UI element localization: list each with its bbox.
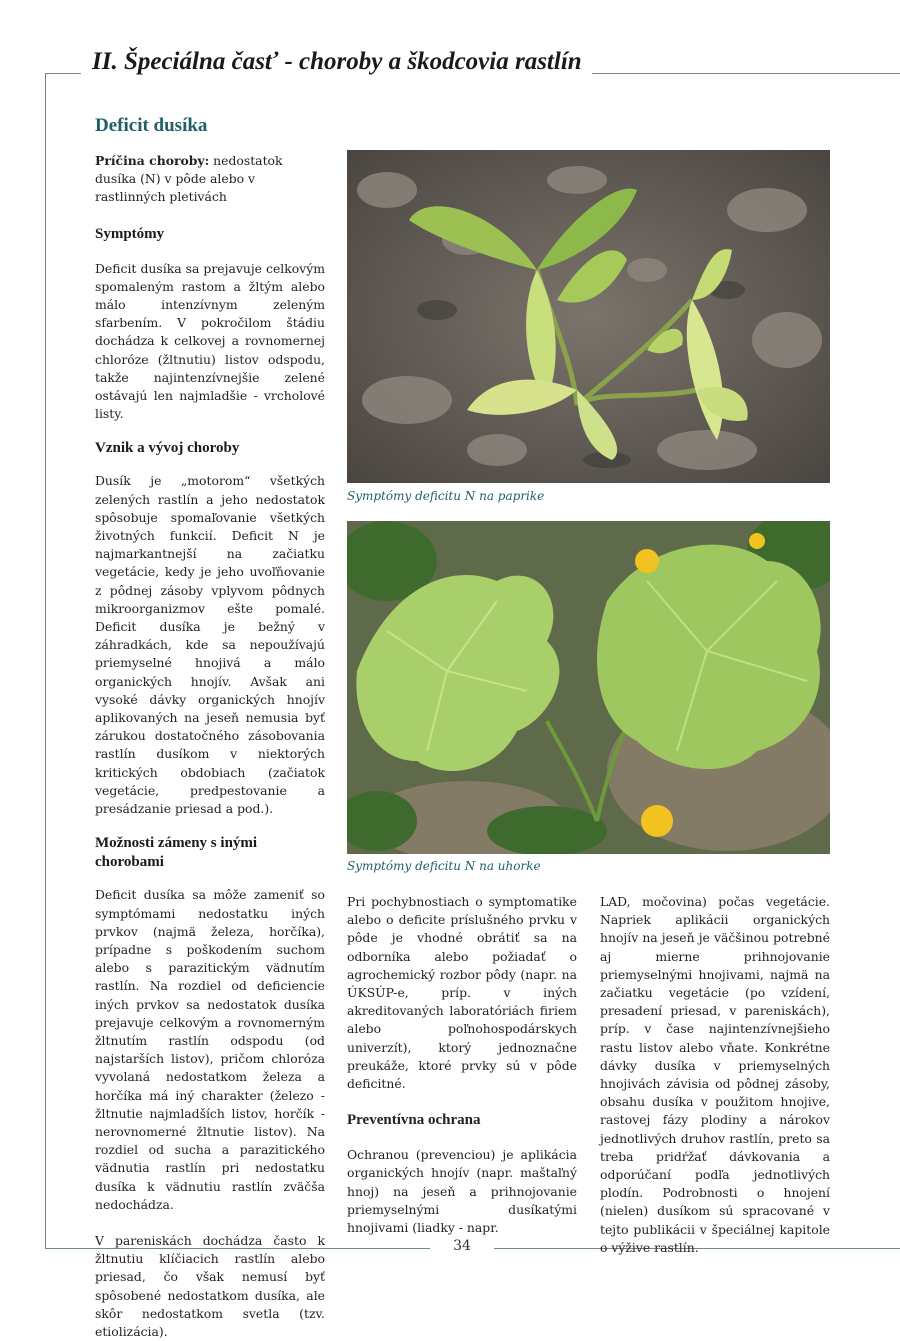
confusion-heading: Možnosti zámeny s inými chorobami (95, 835, 258, 871)
prevention-text: Ochranou (prevenciou) je aplikácia organických hnojív (napr. maštaľný hnoj) na jeseň a prihnojovanie priemyselnými dusíkatými hnojivami (liadky - napr. (347, 1147, 577, 1236)
prevention-heading: Preventívna ochrana (347, 1112, 481, 1129)
col2-paragraph: Pri pochybnostiach o symptomatike alebo o deficite príslušného prvku v pôde je vhodné obrátiť sa na odborníka alebo požiadať o agrochemický rozbor pôdy (napr. na ÚKSÚP-e, príp. v iných akreditovaných laboratóriách firiem alebo poľnohospodárskych univerzít), ktorý jednoznačne preukáže, ktoré prvky sú v pôde deficitné. (347, 894, 577, 1092)
development-heading: Vznik a vývoj choroby (95, 440, 240, 457)
cucumber-photo (347, 521, 830, 854)
frame-left-border (45, 73, 46, 1249)
chapter-title: II. Špeciálna časť - choroby a škodcovia rastlín (92, 48, 582, 75)
symptoms-heading: Symptómy (95, 225, 165, 242)
page-number: 34 (453, 1238, 471, 1254)
cause-paragraph (95, 152, 325, 207)
cause-text: nedostatok dusíka (N) v pôde alebo v rastlinných pletivách (95, 153, 283, 205)
cause-label: Príčina choroby: (95, 153, 210, 168)
confusion-text-2: V pareniskách dochádza často k žltnutiu klíčiacich rastlín alebo priesad, čo však nemusí byť spôsobené nedostatkom dusíka, ale skôr nedostatkom svetla (tzv. etiolizácia). (95, 1232, 325, 1339)
pepper-photo (347, 150, 830, 483)
column-3 (600, 893, 830, 1257)
frame-top-right-rule (592, 73, 900, 74)
frame-top-left-rule (45, 73, 81, 74)
section-title: Deficit dusíka (95, 115, 208, 136)
symptoms-text: Deficit dusíka sa prejavuje celkovým spomaleným rastom a žltým alebo málo intenzívnym zeleným sfarbením. V pokročilom štádiu dochádza k celkovej a rovnomernej chloróze (žltnutiu) listov odspodu, takže najintenzívnejšie zelené ostávajú len najmladšie - vrcholové listy. (95, 260, 325, 422)
col3-paragraph: LAD, močovina) počas vegetácie. Napriek aplikácii organických hnojív na jeseň je väčšinou potrebné aj mierne prihnojovanie priemyselnými hnojivami, najmä na začiatku vegetácie (po vzídení, presadení priesad, v pareniskách), príp. v čase najintenzívnejšieho rastu listov alebo vňate. Konkrétne dávky dusíka v priemyselných hnojivách závisia od pôdnej zásoby, obsahu dusíka v použitom hnojive, rastovej fázy plodiny a nárokov jednotlivých druhov rastlín, preto sa treba pridŕžať dávkovania a odporúčaní podľa jednotlivých plodín. Podrobnosti o hnojení (nielen) dusíkom sú spracované v tejto publikácii v špeciálnej kapitole o výžive rastlín. (600, 894, 830, 1255)
column-2 (347, 893, 577, 1237)
confusion-text-1: Deficit dusíka sa môže zameniť so symptómami nedostatku iných prvkov (najmä železa, horčíka), prípadne s poškodením suchom alebo s parazitickým vädnutím rastlín. Na rozdiel od deficiencie iných prvkov sa nedostatok dusíka prejavuje celkovým a rovnomerným žltnutím rastlín odspodu (od najstarších listov), pričom chloróza vyvolaná nedostatkom železa a horčíka má iný charakter (železo - žltnutie najmladších listov, horčík - nerovnomerné žltnutie listov). Na rozdiel od sucha a parazitického vädnutia rastlín pri nedostatku dusíka k vädnutiu rastlín zväčša nedochádza. (95, 887, 325, 1212)
left-column (95, 152, 325, 1341)
cucumber-caption: Symptómy deficitu N na uhorke (347, 859, 541, 873)
pepper-caption: Symptómy deficitu N na paprike (347, 489, 545, 503)
development-text: Dusík je „motorom“ všetkých zelených rastlín a jeho nedostatok spôsobuje spomaľovanie všetkých životných funkcií. Deficit N je najmarkantnejší na začiatku vegetácie, kedy je jeho uvoľňovanie z pôdnej zásoby vplyvom pôdnych mikroorganizmov ešte pomalé. Deficit dusíka je bežný v záhradkách, kde sa nepoužívajú priemyselné hnojivá a málo organických hnojív. Avšak ani vysoké dávky organických hnojív aplikovaných na jeseň nemusia byť zárukou dostatočného zásobovania rastlín dusíkom v niektorých kritických obdobiach (začiatok vegetácie, predpestovanie a presádzanie priesad a pod.). (95, 473, 325, 817)
